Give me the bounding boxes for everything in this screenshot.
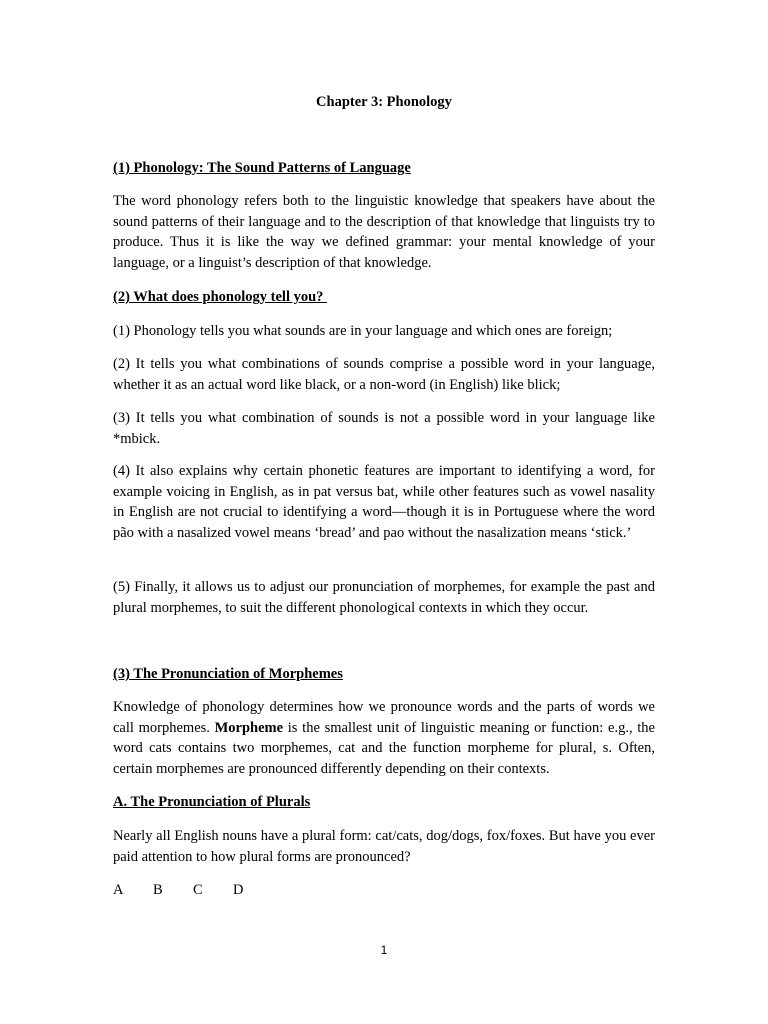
letter-b: B	[153, 882, 163, 898]
paragraph-plurals: Nearly all English nouns have a plural form: cat/cats, dog/dogs, fox/foxes. But have you ever paid attention to how plural forms are pronounced?	[113, 828, 655, 865]
list-item: (1) Phonology tells you what sounds are in your language and which ones are foreign;	[113, 323, 613, 339]
section-heading-phonology: (1) Phonology: The Sound Patterns of Language	[113, 160, 411, 176]
letter-d: D	[233, 882, 244, 898]
paragraph-text: is the smallest unit of linguistic meaning or function: e.g., the word cats contains two morphemes, cat and the function morpheme for plural, s. Often, certain morphemes are pronounced differently depending on their contexts.	[113, 719, 655, 777]
letter-row	[113, 880, 273, 901]
list-item: (3) It tells you what combination of sounds is not a possible word in your language like *mbick.	[113, 410, 655, 447]
paragraph-morphemes	[113, 697, 655, 779]
section-heading-pronunciation-morphemes: (3) The Pronunciation of Morphemes	[113, 666, 343, 682]
list-item: (2) It tells you what combinations of sounds comprise a possible word in your language, whether it as an actual word like black, or a non-word (in English) like blick;	[113, 356, 655, 393]
paragraph-text: Knowledge of phonology determines how we pronounce words and the parts of words we call morphemes.	[113, 699, 655, 736]
morpheme-term: Morpheme	[214, 719, 284, 736]
paragraph-phonology-definition: The word phonology refers both to the linguistic knowledge that speakers have about the sound patterns of their language and to the description of that knowledge that linguists try to produce. Thus it is like the way we defined grammar: your mental knowledge of your language, or a linguist’s description of that knowledge.	[113, 193, 655, 271]
letter-c: C	[193, 882, 203, 898]
page-title: Chapter 3: Phonology	[316, 94, 452, 110]
page-number: 1	[380, 943, 388, 957]
list-item: (5) Finally, it allows us to adjust our pronunciation of morphemes, for example the past and plural morphemes, to suit the different phonological contexts in which they occur.	[113, 579, 655, 616]
section-heading-what-phonology-tells: (2) What does phonology tell you?	[113, 289, 328, 305]
list-item: (4) It also explains why certain phonetic features are important to identifying a word, for example voicing in English, as in pat versus bat, while other features such as vowel nasality in English are not crucial to identifying a word—though it is in Portuguese where the word pão with a nasalized vowel means ‘bread’ and pao without the nasalization means ‘stick.’	[113, 463, 655, 541]
letter-a: A	[113, 882, 124, 898]
subsection-heading-plurals: A. The Pronunciation of Plurals	[113, 794, 311, 810]
